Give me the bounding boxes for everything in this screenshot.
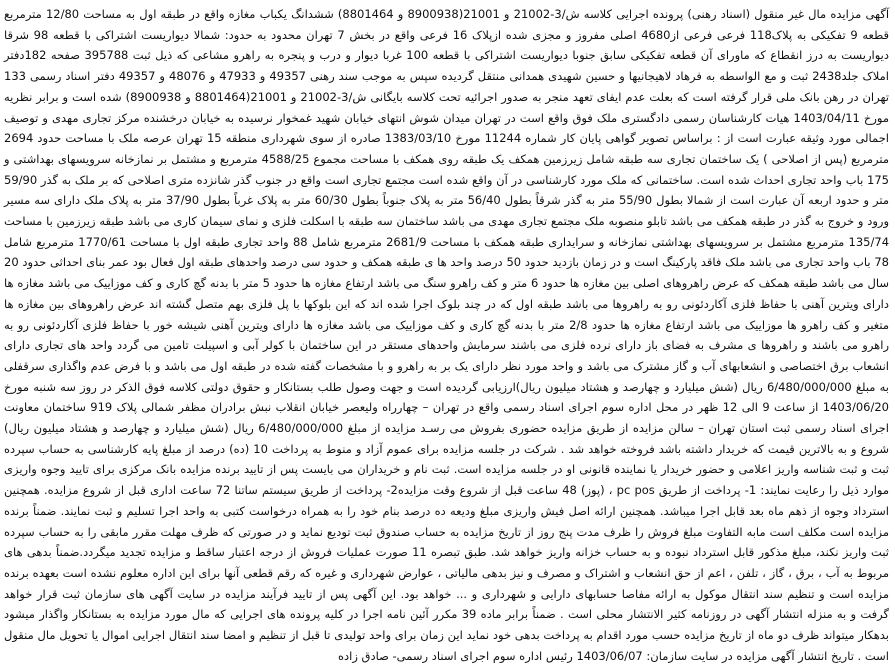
notice-body-text: آگهی مزایده مال غیر منقول (اسناد رهنی) پرونده اجرایی کلاسه ش/3-21002 و 21001(8900938 و 8801464) ششدانگ یکباب مغازه واقع در طبقه اول به مساحت 12/80 مترمربع قطعه 9 تفکیکی به پلاک118 فرعی فرعی از4680 اصلی مفروز و مجزی شده ازپلاک 16 فرعی واقع در بخش 7 تهران محدود به حدود: شمالا دیواریست اشتراکی با قطعه 98 شرقا دیواریست به درز انقطاع که ماورای آن قطعه تفکیکی سابق جنوبا دیواریست اشتراکی با قطعه 100 غربا دیوار و درب و پنجره به راهرو مشاعی که ذیل ثبت 395788 صفحه 182دفتر املاک جلد2438 ثبت و مع الواسطه به فرهاد لاهیجانیها و حسین شهیدی همدانی منتقل گردیده سپس به موجب سند رهنی 49357 و 47933 و 48076 و 49357 دفتر اسناد رسمی 133 تهران در رهن بانک ملی قرار گرفته است که بعلت عدم ایفای تعهد منجر به صدور اجرائیه تحت کلاسه بایگانی ش/3-21002 و 21001(8801464 و 8900938) شده است و برابر نظریه مورخ 1403/04/11 هیات کارشناسان رسمی دادگستری ملک فوق واقع است در تهران میدان شوش انتهای خیابان شهید غمخوار نرسیده به خیابان درخشنده مرکز تجاری مهدی و توصیف اجمالی مورد وثیقه عبارت است از : براساس تصویر گواهی پایان کار شماره 11244 مورخ 1383/03/10 صادره از سوی شهرداری منطقه 15 تهران عرصه ملک با مساحت حدود 2694 مترمربع (پس از اصلاحی ) یک ساختمان تجاری سه طبقه شامل زیرزمین همکف یک طبقه روی همکف با مساحت مجموع 4588/25 مترمربع و مشتمل بر نمازخانه سرویسهای بهداشتی و 175 باب واحد تجاری احداث شده است. ساختمانی که ملک مورد کارشناسی در آن واقع شده است مجتمع تجاری است واقع در جنوب گذر شانزده متری اصلاحی که بر ملک به گذر 59/90 متر و حدود اربعه آن عبارت است از شمالا بطول 55/90 متر به گذر شرقاً بطول 56/40 متر به پلاک جنوباً بطول 60/30 متر به پلاک غرباً بطول 37/90 متر به پلاک ملک دارای سه مسیر ورود و خروج به گذر در طبقه همکف می باشد تابلو منصوبه ملک مجتمع تجاری مهدی می باشد ساختمان سه طبقه با اسکلت فلزی و نمای سیمان کاری می باشد طبقه زیرزمین با مساحت 135/74 مترمربع مشتمل بر سرویسهای بهداشتی نمازخانه و سرایداری طبقه همکف با مساحت 2681/9 مترمربع شامل 88 واحد تجاری طبقه اول با مساحت 1770/61 مترمربع شامل 78 باب واحد تجاری می باشد ملک فاقد پارکینگ است و در زمان بازدید حدود 50 درصد واحد ها ی طبقه همکف و حدود سی درصد واحدهای طبقه اول فعال بود عمر بنای احداثی حدود 20 سال می باشد طبقه همکف که عرض راهروهای اصلی بین مغازه ها حدود 6 متر و کف راهرو سنگ می باشد ارتفاع مغازه ها حدود 5 متر با بدنه گچ کاری و کف موزاییک می باشد مغازه ها دارای ویترین آهنی با حفاظ فلزی آکاردئونی رو به راهروها می باشد طبقه اول که در چند بلوک اجرا شده اند که این بلوکها با پل فلزی بهم متصل گشته اند عرض راهروهای بین مغازه ها متغیر و کف راهرو ها موزاییک می باشد ارتفاع مغازه ها حدود 2/8 متر با بدنه گچ کاری و کف موزاییک می باشد مغازه ها دارای ویترین آهنی شیشه خور با حفاظ فلزی آکاردئونی رو به راهرو می باشند و راهروها ی مشرف به فضای باز دارای نرده فلزی می باشند سرمایش واحدهای مستقر در این ساختمان با کولر آبی و اسپیلت تامین می گردد واحد های تجاری دارای انشعاب برق اختصاصی و انشعابهای آب و گاز مشترک می باشد و واحد مورد نظر دارای یک بر به راهرو و با مشخصات گفته شده در طبقه اول می باشد و با فرض عدم واگذاری سرقفلی به مبلغ 6/480/000/000 ریال (شش میلیارد و چهارصد و هشتاد میلیون ریال)ارزیابی گردیده است و جهت وصول طلب بستانکار و حقوق دولتی کلاسه فوق الذکر در روز سه شنبه مورخ 1403/06/20 از ساعت 9 الی 12 ظهر در محل اداره سوم اجرای اسناد رسمی واقع در تهران – چهارراه ولیعصر خیابان انقلاب نبش برادران مظفر شمالی پلاک 919 ساختمان معاونت اجرای اسناد رسمی ثبت استان تهران – سالن مزایده از طریق مزایده حضوری بفروش می رسـد مزایده از مبلغ 6/480/000/000 ریال (شش میلیارد و چهارصد و هشتاد میلیون ریال) شروع و به بالاترین قیمت که خریدار داشته باشد فروخته خواهد شد . شرکت در جلسه مزایده برای عموم آزاد و منوط به پرداخت 10 (ده) درصد از مبلغ پایه کارشناسی به حساب سپرده ثبت و ثبت شناسه واریز اعلامی و حضور خریدار یا نماینده قانونی او در جلسه مزایده است. ثبت نام و خریداران می بایست پس از تایید برنده مزایده بانک مرکزی برای تایید وجوه واریزی موارد ذیل را رعایت نمایند: 1- پرداخت از طریق pc pos ، (پوز) 48 ساعت قبل از شروع وقت مزایده2- پرداخت از طریق سیستم ساتنا 72 ساعت اداری قبل از شروع مزایده. همچنین استرداد وجوه از ذهم ماه بعد قابل اجرا میباشد. همچنین ارائه اصل فیش واریزی مبلغ ودیعه ده درصد بنام خود را به همراه درخواست کتبی به واحد اجرا تسلیم و ثبت نمایند. ضمناً برنده مزایده است مکلف است مابه التفاوت مبلغ فروش را ظرف مدت پنج روز از تاریخ مزایده به حساب صندوق ثبت تودیع نماید و در صورتی که ظرف مهلت مقرر مابقی را به حساب سپرده ثبت واریز نکند، مبلغ مذکور قابل استرداد نبوده و به حساب خزانه واریز خواهد شد. طبق تبصره 11 صورت عملیات فروش از درجه اعتبار ساقط و مزایده تجدید میگردد.ضمناً بدهی های مربوط به آب ، برق ، گاز ، تلفن ، اعم از حق انشعاب و اشتراک و مصرف و نیز بدهی مالیاتی ، عوارض شهرداری و غیره که رقم قطعی آنها برای این اداره معلوم نشده است بعهده برنده مزایده است و تنظیم سند انتقال موکول به ارائه مفاصا حسابهای دارایی و شهرداری و ... خواهد بود. این آگهی پس از تایید فرآیند مزایده در سایت آگهی های سازمان ثبت قرار خواهد گرفت و به منزله انتشار آگهی در روزنامه کثیر الانتشار محلی است . ضمناً برابر ماده 39 مکرر آئین نامه اجرا در کلیه پرونده های اجرایی که مال مورد مزایده به بستانکار واگذار میشود بدهکار میتواند ظرف دو ماه از تاریخ مزایده حسب مورد اقدام به پرداخت بدهی خود نماید این زمان برای واحد تولیدی تا قبل از تنظیم و امضا سند انتقال اجرایی اموال یا تحویل مال منقول است . تاریخ انتشار آگهی مزایده در سایت سازمان: 1403/06/07 رئیس اداره سوم اجرای اسناد رسمی- صادق زاده: [4, 7, 890, 663]
